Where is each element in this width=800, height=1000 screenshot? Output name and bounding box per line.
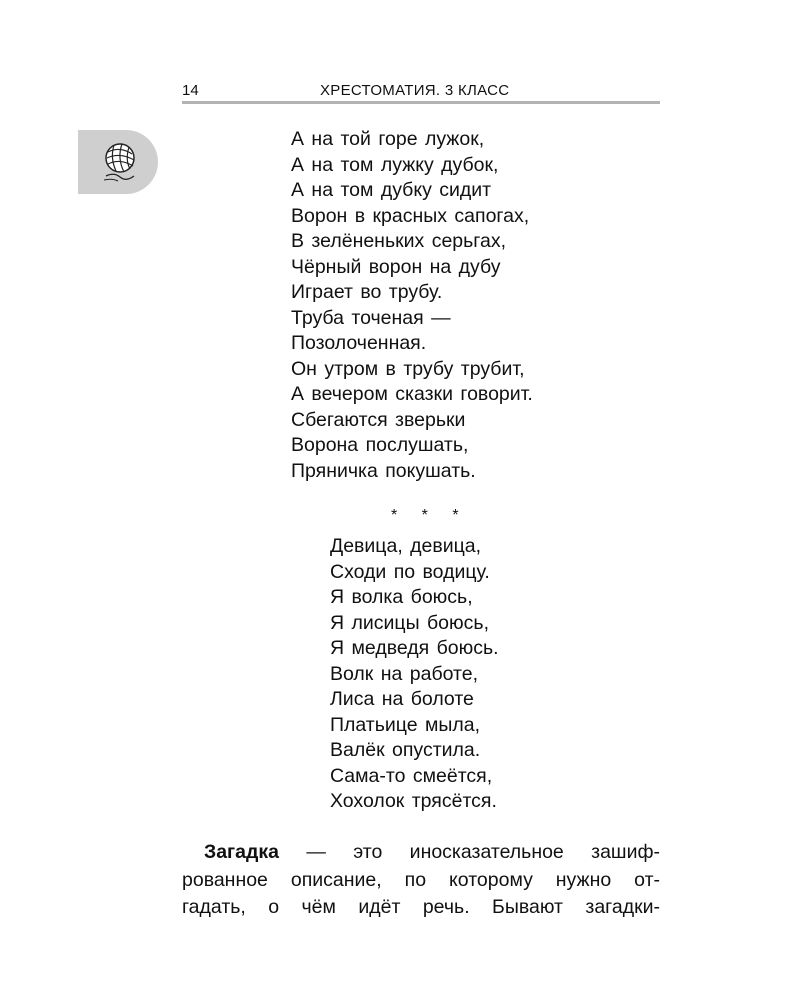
poem-line: А на той горе лужок, [291, 128, 485, 150]
poem-line: Ворона послушать, [291, 434, 469, 456]
poem-1 [291, 127, 533, 484]
poem-line: А на том лужку дубок, [291, 153, 499, 176]
poem-line: Труба точеная — [291, 306, 451, 329]
paragraph-line [182, 839, 660, 867]
poem-line: Чёрный ворон на дубу [291, 255, 501, 278]
paragraph-line: рованное описание, по которому нужно от- [182, 868, 660, 891]
side-tab [78, 130, 158, 194]
poem-2 [330, 534, 499, 815]
poem-line: Пряничка покушать. [291, 459, 476, 482]
header-rule [182, 101, 660, 104]
definition-paragraph [182, 839, 660, 922]
yarn-ball-icon [100, 136, 140, 188]
poem-line: Позолоченная. [291, 332, 427, 354]
section-separator: * * * [391, 507, 469, 524]
poem-line: Играет во трубу. [291, 281, 443, 303]
poem-line: Платьице мыла, [330, 713, 481, 736]
poem-line: Я лисицы боюсь, [330, 611, 489, 634]
poem-line: Я волка боюсь, [330, 586, 473, 608]
poem-line: Валёк опустила. [330, 739, 481, 761]
poem-line: Волк на работе, [330, 662, 479, 685]
paragraph-line: гадать, о чём идёт речь. Бывают загадки- [182, 896, 660, 918]
poem-line: В зелёненьких серьгах, [291, 230, 506, 252]
poem-line: Я медведя боюсь. [330, 637, 499, 659]
poem-line: Девица, девица, [330, 535, 482, 557]
poem-line: Сбегаются зверьки [291, 408, 466, 431]
running-title: ХРЕСТОМАТИЯ. 3 КЛАСС [320, 82, 510, 99]
poem-line: Сама-то смеётся, [330, 764, 493, 787]
poem-line: А вечером сказки говорит. [291, 383, 533, 405]
page-number: 14 [182, 82, 199, 99]
poem-line: Сходи по водицу. [330, 560, 490, 583]
poem-line: А на том дубку сидит [291, 179, 492, 201]
running-header [182, 82, 660, 102]
poem-line: Лиса на болоте [330, 688, 474, 710]
definition-text: — это иносказательное зашиф- [279, 841, 660, 863]
poem-line: Ворон в красных сапогах, [291, 204, 530, 227]
poem-line: Хохолок трясётся. [330, 790, 497, 812]
definition-term: Загадка [204, 841, 280, 863]
poem-line: Он утром в трубу трубит, [291, 357, 525, 380]
